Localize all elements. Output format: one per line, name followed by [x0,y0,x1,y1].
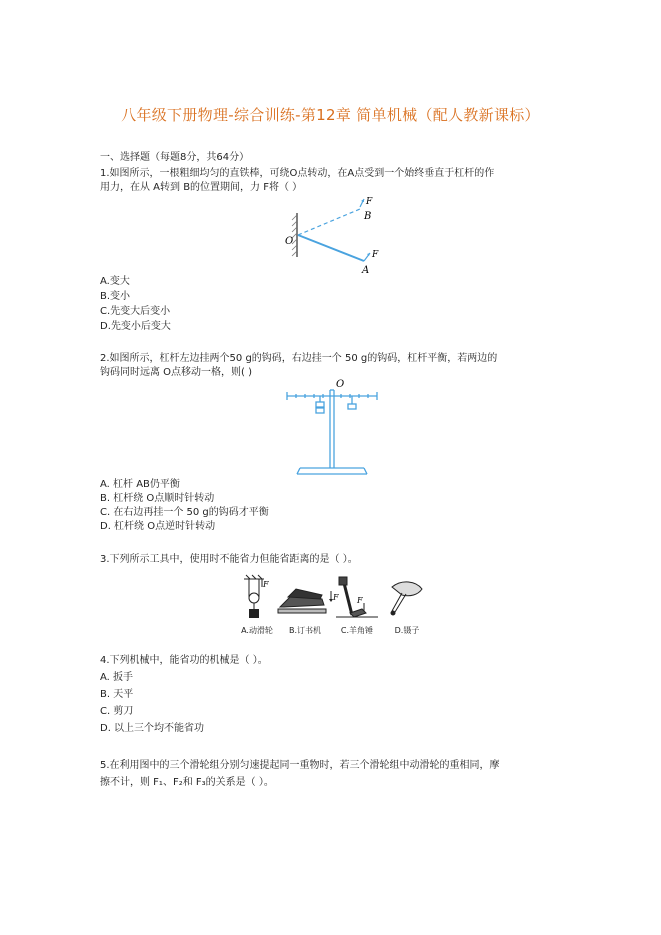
q4-option-b: B. 天平 [100,689,134,700]
q4-option-d: D. 以上三个均不能省功 [100,723,205,734]
q1-stem-line2: 用力，在从 A转到 B的位置期间，力 F将（ ） [100,182,303,193]
q1-label-a: A [362,265,370,275]
q3-caption-c: C.羊角锤 [340,626,374,635]
q4-option-a: A. 扳手 [100,672,134,683]
q3-label-f-a: F [263,580,269,589]
q1-label-f-bottom: F [372,250,379,260]
q4-option-c: C. 剪刀 [100,706,134,717]
q3-caption-a: A.动滑轮 [241,626,273,635]
q2-option-c: C. 在右边再挂一个 50 g的钩码才平衡 [100,507,269,518]
q5-stem-line1: 5.在利用图中的三个滑轮组分别匀速提起同一重物时，若三个滑轮组中动滑轮的重相同，摩 [100,760,500,771]
q2-option-d: D. 杠杆绕 O点逆时针转动 [100,521,216,532]
q2-stem-line2: 钩码同时远离 O点移动一格，则( ) [100,367,253,378]
q1-stem-line1: 1.如图所示，一根粗细均匀的直铁棒，可绕O点转动，在A点受到一个始终垂直于杠杆的作 [100,168,495,179]
q1-option-b: B.变小 [100,291,131,302]
q4-stem: 4.下列机械中，能省功的机械是（ ）。 [100,655,268,666]
q2-balance-figure [282,376,382,476]
q2-label-o: O [336,379,345,390]
q2-option-b: B. 杠杆绕 O点顺时针转动 [100,493,215,504]
q3-label-f-c: F [357,596,363,605]
page-title: 八年级下册物理-综合训练-第12章 简单机械（配人教新课标） [121,106,540,124]
q3-caption-d: D.镊子 [394,626,420,635]
q2-stem-line1: 2.如图所示，杠杆左边挂两个50 g的钩码，右边挂一个 50 g的钩码，杠杆平衡，若两边的 [100,353,498,364]
q5-stem-line2: 擦不计，则 F₁、F₂和 F₃的关系是（ ）。 [100,777,274,788]
q1-label-b: B [364,211,372,222]
q3-tools-drawing [232,573,432,623]
q1-label-f-top: F [366,197,373,207]
q3-stem: 3.下列所示工具中，使用时不能省力但能省距离的是（ ）。 [100,554,358,565]
q1-option-c: C.先变大后变小 [100,306,171,317]
section-heading: 一、选择题（每题8分，共64分） [100,152,250,163]
q1-lever-figure [282,195,392,275]
q1-label-o: O [285,236,294,247]
q1-option-a: A.变大 [100,276,130,287]
q2-option-a: A. 杠杆 AB仍平衡 [100,479,180,490]
q1-option-d: D.先变小后变大 [100,321,171,332]
q3-caption-b: B.订书机 [288,626,322,635]
q3-label-f-b: F [333,593,339,602]
q3-tools-figure [232,573,432,639]
